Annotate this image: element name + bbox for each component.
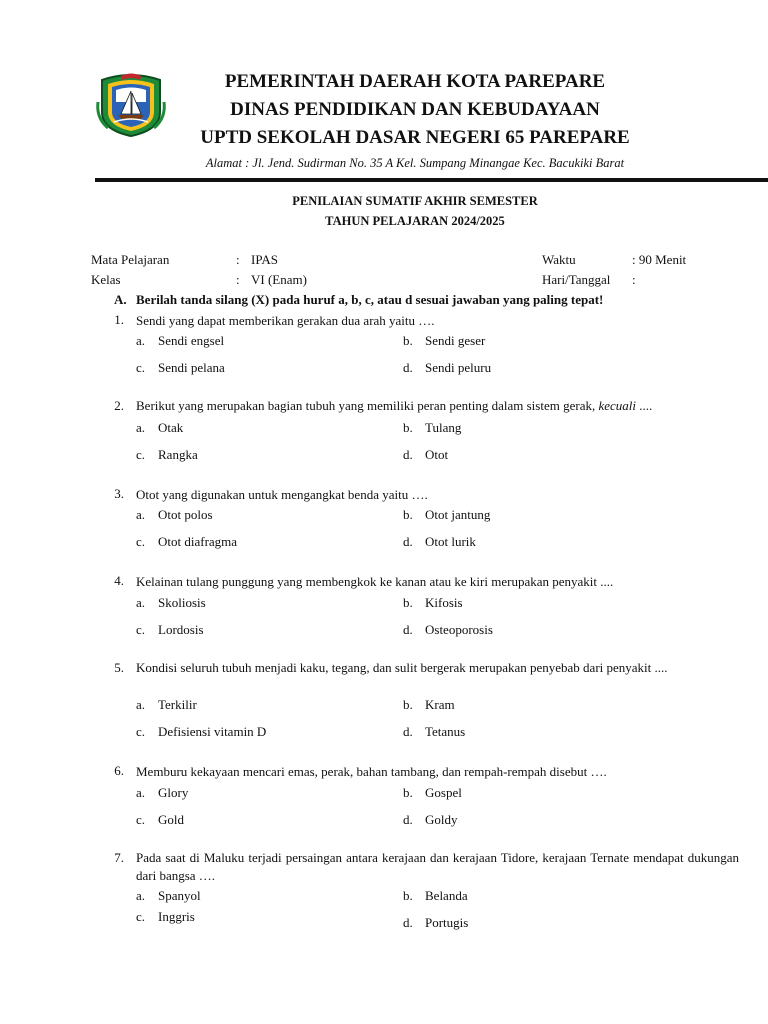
option-letter[interactable]: c.: [136, 622, 146, 637]
question-text-emphasis: kecuali: [598, 398, 637, 413]
section-letter: A.: [114, 292, 127, 307]
time-value: : 90 Menit: [632, 252, 687, 267]
question-text: Kelainan tulang punggung yang membengkok ke kanan atau ke kiri merupakan penyakit ....: [136, 574, 614, 589]
class-value: VI (Enam): [251, 272, 307, 287]
option-letter[interactable]: d.: [403, 915, 413, 930]
option-letter[interactable]: a.: [136, 888, 146, 903]
subject-value: IPAS: [251, 252, 278, 267]
option-text[interactable]: Otak: [158, 420, 184, 435]
option-letter[interactable]: d.: [403, 724, 413, 739]
question-number: 4.: [114, 573, 124, 588]
question-number: 6.: [114, 763, 124, 778]
question-text: Sendi yang dapat memberikan gerakan dua arah yaitu ….: [136, 313, 435, 328]
option-letter[interactable]: d.: [403, 534, 413, 549]
option-letter[interactable]: c.: [136, 909, 146, 924]
option-letter[interactable]: d.: [403, 622, 413, 637]
subject-separator: :: [236, 252, 240, 267]
option-text[interactable]: Goldy: [425, 812, 458, 827]
question-text: Otot yang digunakan untuk mengangkat benda yaitu ….: [136, 487, 428, 502]
option-letter[interactable]: b.: [403, 785, 413, 800]
question-number: 7.: [114, 850, 124, 865]
time-label: Waktu: [542, 252, 576, 267]
option-text[interactable]: Sendi pelana: [158, 360, 225, 375]
option-text[interactable]: Sendi engsel: [158, 333, 225, 348]
option-letter[interactable]: a.: [136, 507, 146, 522]
option-text[interactable]: Otot jantung: [425, 507, 491, 522]
option-text[interactable]: Sendi peluru: [425, 360, 492, 375]
option-text[interactable]: Tetanus: [425, 724, 466, 739]
option-letter[interactable]: b.: [403, 595, 413, 610]
section-instruction: Berilah tanda silang (X) pada huruf a, b, c, atau d sesuai jawaban yang paling tepat!: [136, 292, 604, 307]
option-letter[interactable]: c.: [136, 534, 146, 549]
option-text[interactable]: Belanda: [425, 888, 468, 903]
option-text[interactable]: Skoliosis: [158, 595, 206, 610]
option-text[interactable]: Inggris: [158, 909, 195, 924]
letterhead-divider: [95, 178, 768, 182]
question-number: 1.: [114, 312, 124, 327]
exam-year: TAHUN PELAJARAN 2024/2025: [325, 214, 505, 228]
question-text: [136, 398, 652, 414]
school-heading: UPTD SEKOLAH DASAR NEGERI 65 PAREPARE: [200, 127, 630, 148]
option-text[interactable]: Spanyol: [158, 888, 201, 903]
option-letter[interactable]: d.: [403, 812, 413, 827]
date-label: Hari/Tanggal: [542, 272, 611, 287]
option-text[interactable]: Rangka: [158, 447, 198, 462]
option-text[interactable]: Otot lurik: [425, 534, 476, 549]
option-text[interactable]: Glory: [158, 785, 189, 800]
option-text[interactable]: Kram: [425, 697, 455, 712]
option-letter[interactable]: b.: [403, 507, 413, 522]
question-text-end: ....: [636, 398, 653, 413]
option-letter[interactable]: a.: [136, 595, 146, 610]
option-text[interactable]: Portugis: [425, 915, 469, 930]
subject-label: Mata Pelajaran: [91, 252, 170, 267]
option-text[interactable]: Gold: [158, 812, 184, 827]
option-letter[interactable]: b.: [403, 333, 413, 348]
question-number: 5.: [114, 660, 124, 675]
option-letter[interactable]: c.: [136, 360, 146, 375]
option-text[interactable]: Gospel: [425, 785, 462, 800]
question-text-main: Berikut yang merupakan bagian tubuh yang memiliki peran penting dalam sistem gerak,: [136, 398, 599, 413]
department-heading: DINAS PENDIDIKAN DAN KEBUDAYAAN: [230, 99, 600, 120]
question-text: Memburu kekayaan mencari emas, perak, bahan tambang, dan rempah-rempah disebut ….: [136, 764, 607, 779]
option-text[interactable]: Terkilir: [158, 697, 197, 712]
option-letter[interactable]: b.: [403, 420, 413, 435]
question-number: 2.: [114, 398, 124, 413]
class-separator: :: [236, 272, 240, 287]
option-letter[interactable]: d.: [403, 360, 413, 375]
option-letter[interactable]: c.: [136, 812, 146, 827]
option-letter[interactable]: b.: [403, 888, 413, 903]
class-label: Kelas: [91, 272, 121, 287]
exam-title: PENILAIAN SUMATIF AKHIR SEMESTER: [292, 194, 538, 208]
option-text[interactable]: Otot: [425, 447, 449, 462]
option-text[interactable]: Kifosis: [425, 595, 463, 610]
option-text[interactable]: Sendi geser: [425, 333, 486, 348]
question-text: Kondisi seluruh tubuh menjadi kaku, tegang, dan sulit bergerak merupakan penyebab dari penyakit ....: [136, 660, 668, 675]
option-letter[interactable]: c.: [136, 447, 146, 462]
option-text[interactable]: Osteoporosis: [425, 622, 493, 637]
option-text[interactable]: Lordosis: [158, 622, 204, 637]
option-letter[interactable]: d.: [403, 447, 413, 462]
question-text: Pada saat di Maluku terjadi persaingan antara kerajaan dan kerajaan Tidore, kerajaan Ternate mendapat dukungan dari bangsa ….: [136, 850, 739, 883]
school-address: Alamat : Jl. Jend. Sudirman No. 35 A Kel. Sumpang Minangae Kec. Bacukiki Barat: [205, 156, 625, 170]
option-letter[interactable]: a.: [136, 697, 146, 712]
option-letter[interactable]: a.: [136, 333, 146, 348]
option-letter[interactable]: c.: [136, 724, 146, 739]
option-text[interactable]: Otot polos: [158, 507, 213, 522]
question-number: 3.: [114, 486, 124, 501]
option-letter[interactable]: a.: [136, 785, 146, 800]
option-text[interactable]: Tulang: [425, 420, 462, 435]
option-text[interactable]: Otot diafragma: [158, 534, 238, 549]
date-value: :: [632, 272, 636, 287]
option-letter[interactable]: a.: [136, 420, 146, 435]
option-letter[interactable]: b.: [403, 697, 413, 712]
option-text[interactable]: Defisiensi vitamin D: [158, 724, 267, 739]
government-heading: PEMERINTAH DAERAH KOTA PAREPARE: [224, 71, 606, 92]
